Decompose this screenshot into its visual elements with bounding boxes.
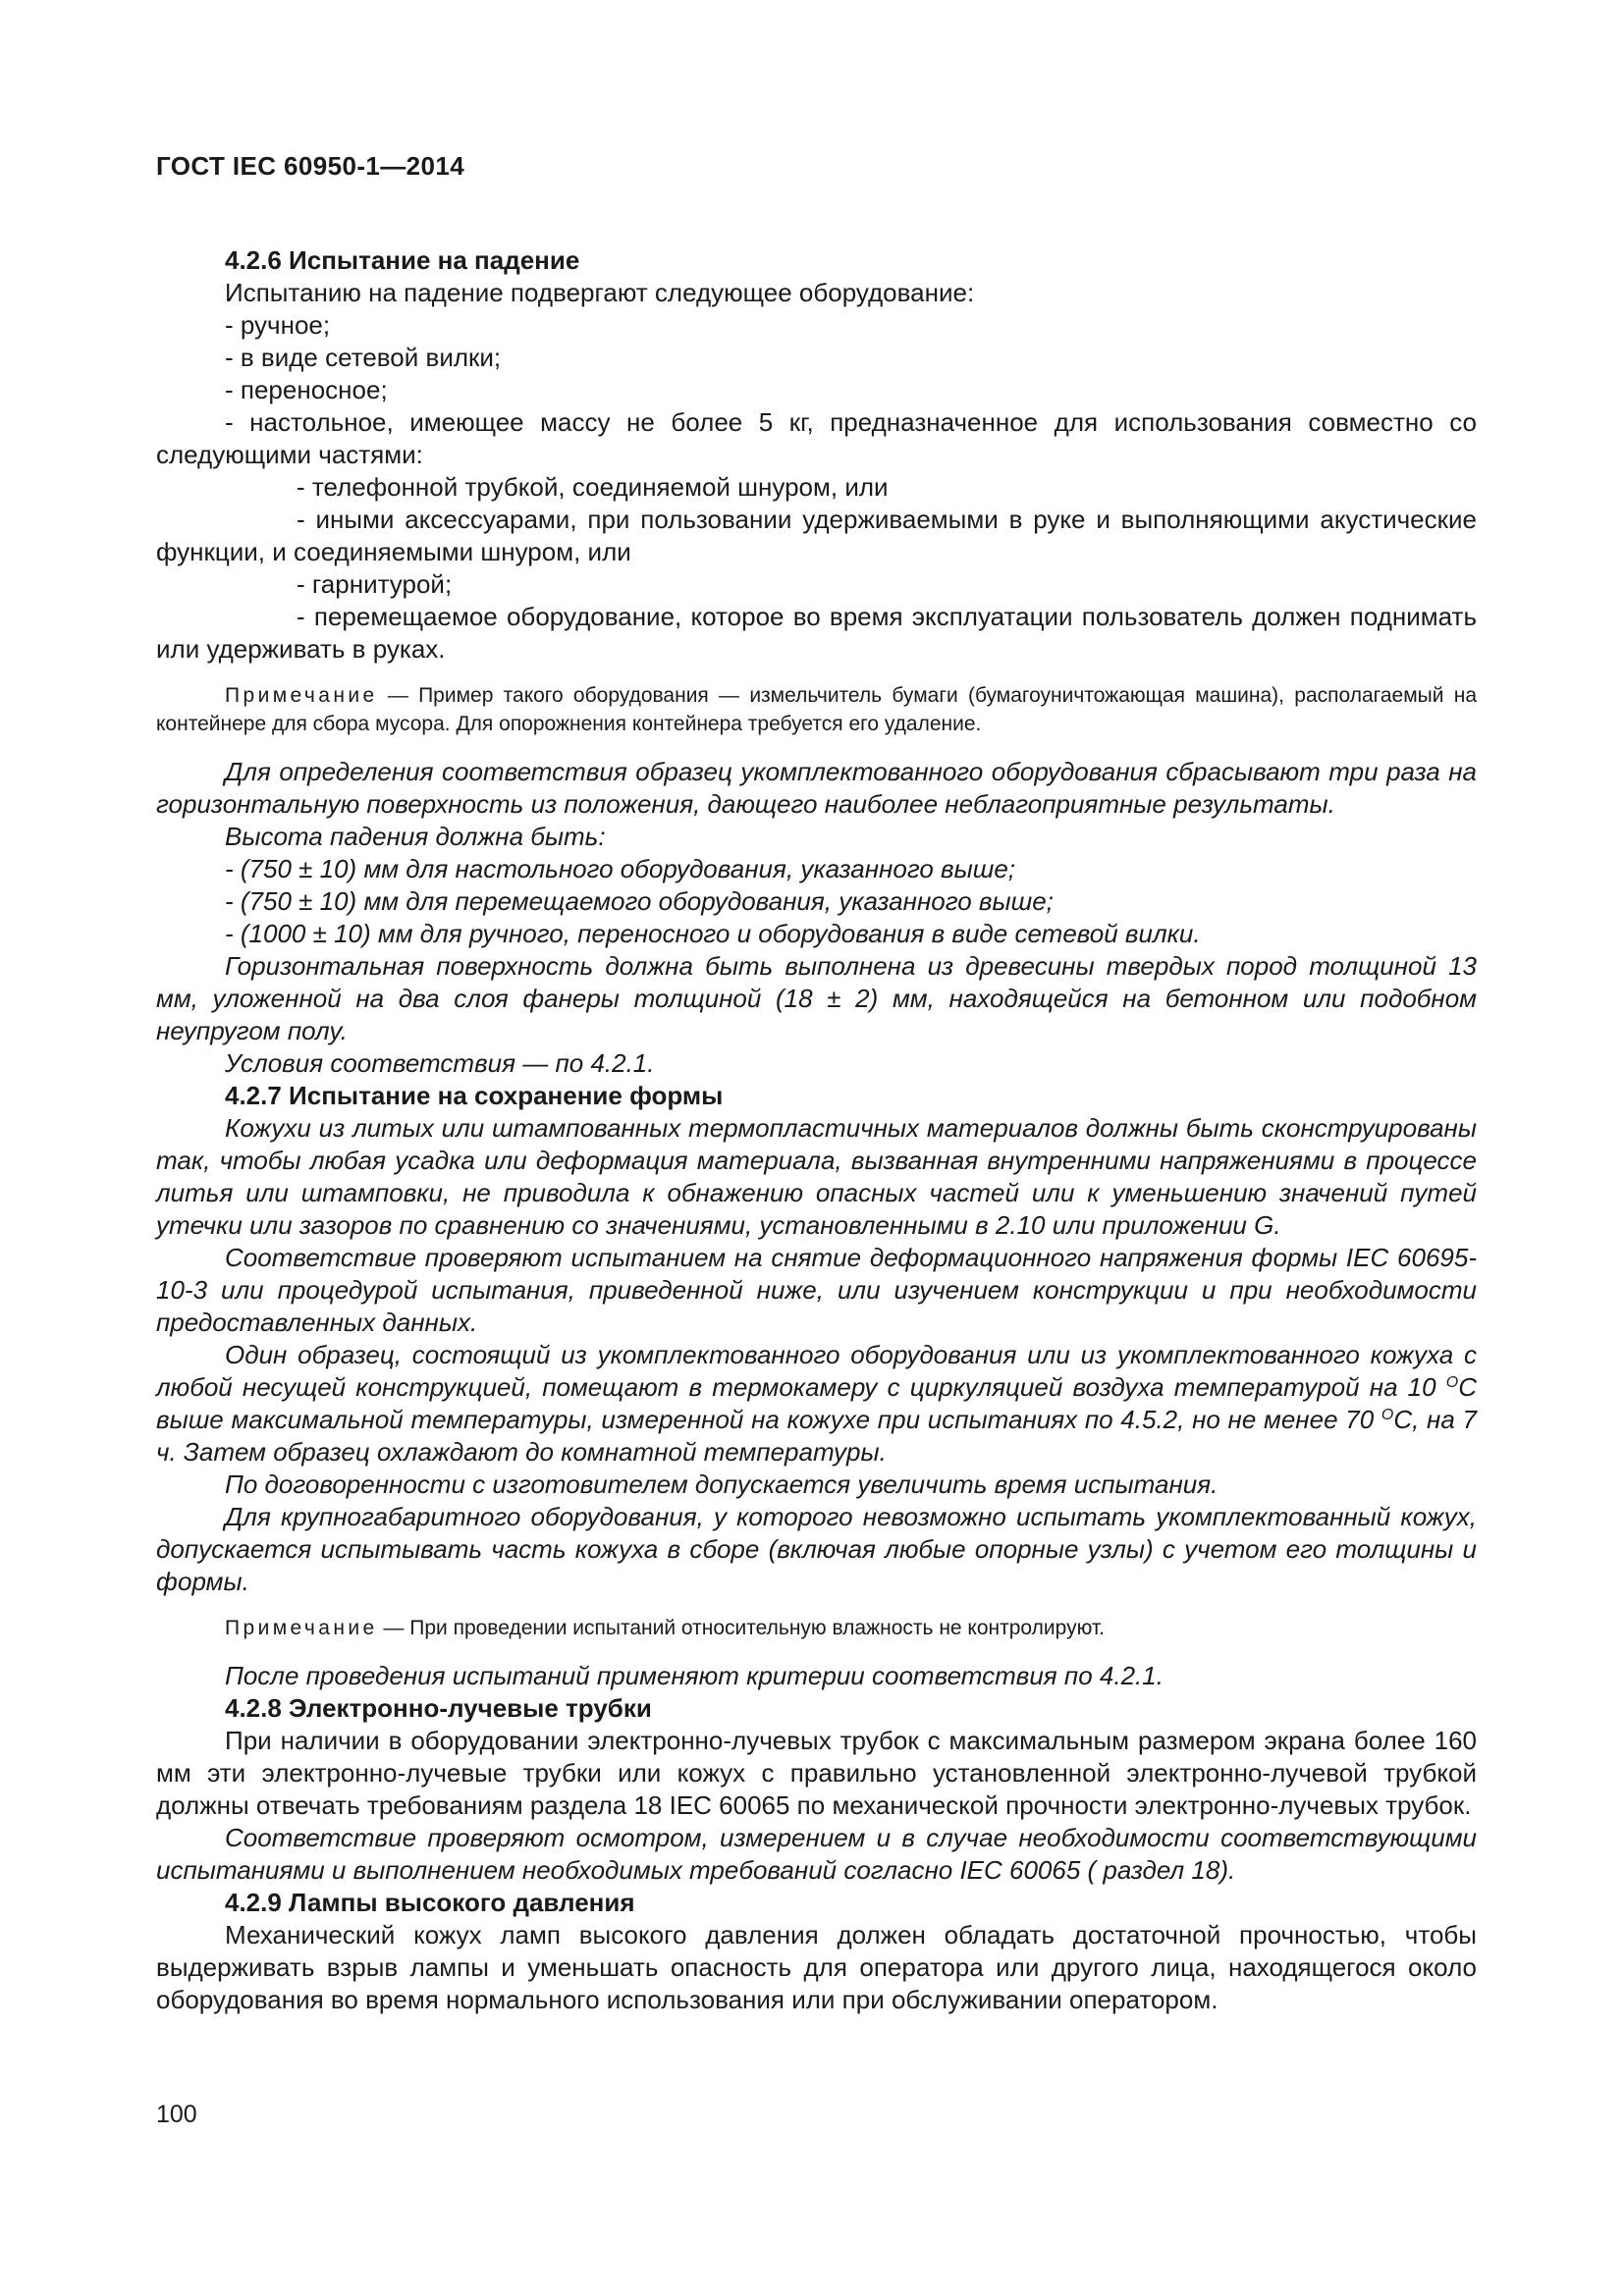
- note-label: Примечание: [225, 684, 378, 707]
- list-item: - (750 ± 10) мм для настольного оборудования, указанного выше;: [225, 854, 1016, 883]
- paragraph: По договоренности с изготовителем допускается увеличить время испытания.: [225, 1469, 1218, 1499]
- paragraph: При наличии в оборудовании электронно-лучевых трубок с максимальным размером экрана более 160 мм эти электронно-лучевые трубки или кожух с правильно установленной электронно-лучевой трубкой должны отвечать требованиям раздела 18 IEC 60065 по механической прочности электронно-лучевых трубок.: [156, 1726, 1477, 1820]
- paragraph: Горизонтальная поверхность должна быть выполнена из древесины твердых пород толщиной 13 мм, уложенной на два слоя фанеры толщиной (18 ± 2) мм, находящейся на бетонном или подобном неупругом полу.: [156, 951, 1477, 1045]
- section-4-2-6-title: 4.2.6 Испытание на падение: [225, 245, 580, 275]
- note-label: Примечание: [225, 1617, 378, 1639]
- sub-list-item: - гарнитурой;: [297, 569, 453, 599]
- list-item: - ручное;: [225, 310, 331, 340]
- paragraph: Для крупногабаритного оборудования, у которого невозможно испытать укомплектованный кожух, допускается испытывать часть кожуха в сборе (включая любые опорные узлы) с учетом его толщины и формы.: [156, 1502, 1477, 1596]
- paragraph-part: C выше максимальной температуры, измеренной на кожухе при испытаниях по 4.5.2, но не менее 70: [156, 1372, 1477, 1434]
- sub-list-item: - телефонной трубкой, соединяемой шнуром, или: [297, 472, 889, 502]
- list-item: - в виде сетевой вилки;: [225, 343, 502, 372]
- list-item: - (1000 ± 10) мм для ручного, переносного и оборудования в виде сетевой вилки.: [225, 919, 1201, 948]
- sub-list-item: - иными аксессуарами, при пользовании удерживаемыми в руке и выполняющими акустические функции, и соединяемыми шнуром, или: [156, 505, 1477, 566]
- paragraph: Высота падения должна быть:: [225, 822, 606, 851]
- note-text: — При проведении испытаний относительную влажность не контролируют.: [377, 1617, 1105, 1639]
- degree-symbol: O: [1380, 1407, 1394, 1423]
- section-4-2-8-title: 4.2.8 Электронно-лучевые трубки: [225, 1693, 652, 1723]
- paragraph: [156, 1339, 1477, 1468]
- degree-symbol: O: [1445, 1374, 1459, 1391]
- list-item: - настольное, имеющее массу не более 5 кг, предназначенное для использования совместно со следующими частями:: [156, 407, 1477, 469]
- section-4-2-9-title: 4.2.9 Лампы высокого давления: [225, 1888, 635, 1917]
- paragraph: Кожухи из литых или штампованных термопластичных материалов должны быть сконструированы так, чтобы любая усадка или деформация материала, вызванная внутренними напряжениями в процессе литья или штамповки, не приводила к обнажению опасных частей или к уменьшению значений путей утечки или зазоров по сравнению со значениями, установленными в 2.10 или приложении G.: [156, 1113, 1477, 1240]
- paragraph-part: Один образец, состоящий из укомплектованного оборудования или из укомплектованного кожуха с любой несущей конструкцией, помещают в термокамеру с циркуляцией воздуха температурой на 10: [156, 1340, 1477, 1402]
- paragraph: Для определения соответствия образец укомплектованного оборудования сбрасывают три раза на горизонтальную поверхность из положения, дающего наиболее неблагоприятные результаты.: [156, 757, 1477, 819]
- paragraph: Соответствие проверяют испытанием на снятие деформационного напряжения формы IEC 60695-10-3 или процедурой испытания, приведенной ниже, или изучением конструкции и при необходимости предоставленных данных.: [156, 1243, 1477, 1337]
- section-4-2-7-title: 4.2.7 Испытание на сохранение формы: [225, 1081, 724, 1110]
- paragraph: Механический кожух ламп высокого давления должен обладать достаточной прочностью, чтобы выдерживать взрыв лампы и уменьшать опасность для оператора или другого лица, находящегося около оборудования во время нормального использования или при обслуживании оператором.: [156, 1920, 1477, 2014]
- sub-list-item: - перемещаемое оборудование, которое во время эксплуатации пользователь должен поднимать или удерживать в руках.: [156, 602, 1477, 664]
- paragraph: Соответствие проверяют осмотром, измерением и в случае необходимости соответствующими испытаниями и выполнением необходимых требований согласно IEC 60065 ( раздел 18).: [156, 1823, 1477, 1885]
- page-number: 100: [156, 2101, 197, 2128]
- note-paragraph: [156, 681, 1477, 738]
- paragraph-part: C, на 7 ч. Затем образец охлаждают до комнатной температуры.: [156, 1405, 1477, 1467]
- note-text: — Пример такого оборудования — измельчитель бумаги (бумагоуничтожающая машина), располагаемый на контейнере для сбора мусора. Для опорожнения контейнера требуется его удаление.: [156, 684, 1477, 735]
- document-header: ГОСТ IEC 60950-1—2014: [156, 151, 465, 181]
- note-paragraph: [156, 1614, 1477, 1642]
- paragraph: После проведения испытаний применяют критерии соответствия по 4.2.1.: [225, 1661, 1164, 1690]
- list-item: - (750 ± 10) мм для перемещаемого оборудования, указанного выше;: [225, 886, 1054, 916]
- paragraph: Условия соответствия — по 4.2.1.: [225, 1048, 655, 1078]
- section-4-2-6-intro: Испытанию на падение подвергают следующее оборудование:: [225, 278, 975, 307]
- list-item: - переносное;: [225, 375, 388, 404]
